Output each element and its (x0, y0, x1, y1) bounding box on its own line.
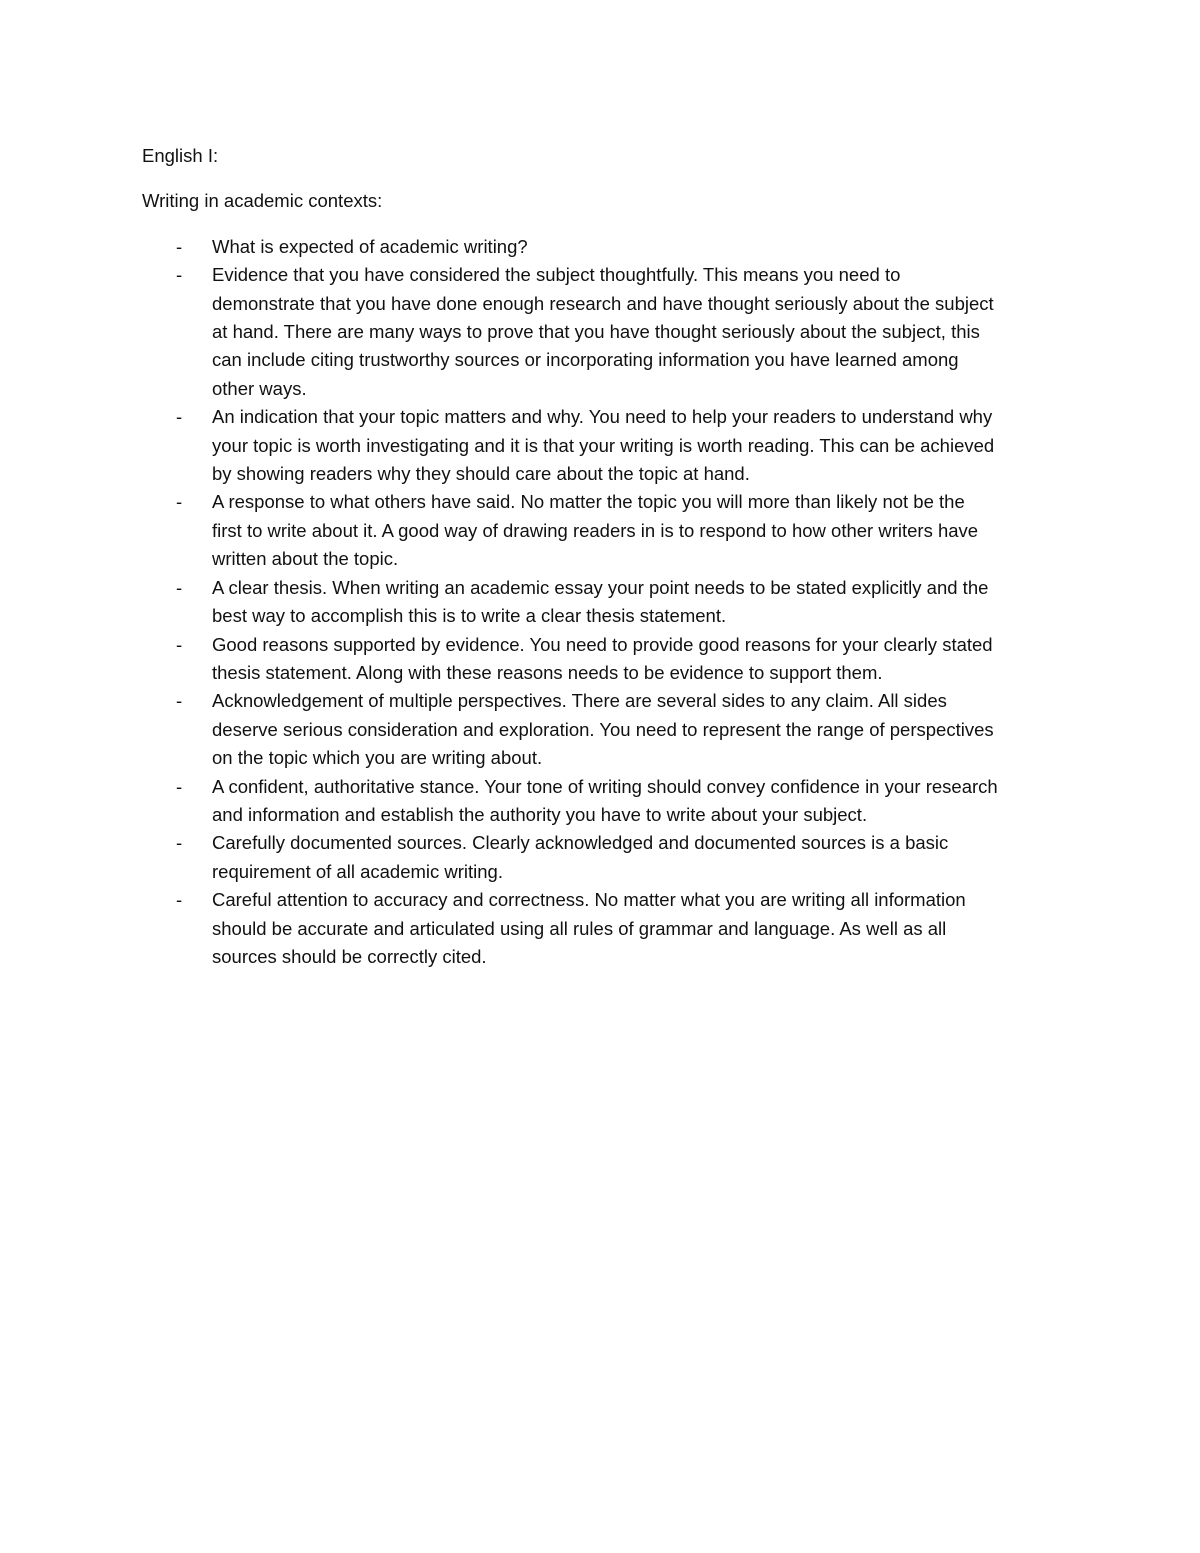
text-line: can include citing trustworthy sources or incorporating information you have learned among (212, 349, 959, 371)
text-line: Carefully documented sources. Clearly acknowledged and documented sources is a basic (212, 832, 949, 854)
list-item-text (212, 233, 1062, 261)
document-body (142, 142, 1062, 971)
bullet-dash: - (176, 690, 183, 712)
list-item-text (212, 773, 1062, 830)
text-line: and information and establish the authority you have to write about your subject. (212, 803, 868, 825)
list-item-text (212, 488, 1062, 573)
list-item (142, 403, 1062, 488)
text-line: requirement of all academic writing. (212, 860, 503, 882)
text-line: first to write about it. A good way of drawing readers in is to respond to how other writers have (212, 519, 979, 541)
list-item-text (212, 631, 1062, 688)
list-item (142, 631, 1062, 688)
section-title: Writing in academic contexts: (142, 190, 383, 212)
bullet-dash: - (176, 406, 183, 428)
list-item (142, 488, 1062, 573)
bullet-dash: - (176, 264, 183, 286)
list-item-text (212, 574, 1062, 631)
text-line: on the topic which you are writing about. (212, 747, 543, 769)
list-item (142, 233, 1062, 261)
text-line: Careful attention to accuracy and correctness. No matter what you are writing all information (212, 889, 966, 911)
text-line: A clear thesis. When writing an academic essay your point needs to be stated explicitly and the (212, 576, 989, 598)
text-line: thesis statement. Along with these reasons needs to be evidence to support them. (212, 661, 883, 683)
bullet-dash: - (176, 576, 183, 598)
bullet-dash: - (176, 491, 183, 513)
text-line: A confident, authoritative stance. Your tone of writing should convey confidence in your research (212, 775, 998, 797)
list-item (142, 773, 1062, 830)
text-line: Evidence that you have considered the subject thoughtfully. This means you need to (212, 264, 901, 286)
list-item-text (212, 886, 1062, 971)
bullet-dash: - (176, 832, 183, 854)
text-line: An indication that your topic matters and why. You need to help your readers to understand why (212, 406, 993, 428)
text-line: A response to what others have said. No matter the topic you will more than likely not be the (212, 491, 965, 513)
list-item-text (212, 261, 1062, 403)
bullet-list (142, 233, 1062, 972)
list-item (142, 261, 1062, 403)
bullet-dash: - (176, 775, 183, 797)
bullet-dash: - (176, 633, 183, 655)
text-line: Good reasons supported by evidence. You need to provide good reasons for your clearly stated (212, 633, 993, 655)
list-item-text (212, 687, 1062, 772)
text-line: by showing readers why they should care about the topic at hand. (212, 463, 750, 485)
list-item (142, 687, 1062, 772)
list-item (142, 574, 1062, 631)
text-line: written about the topic. (212, 548, 399, 570)
course-title: English I: (142, 145, 219, 166)
bullet-dash: - (176, 235, 183, 257)
list-item (142, 829, 1062, 886)
text-line: deserve serious consideration and exploration. You need to represent the range of perspectives (212, 718, 994, 740)
bullet-dash: - (176, 889, 183, 911)
list-item (142, 886, 1062, 971)
text-line: What is expected of academic writing? (212, 235, 528, 257)
text-line: sources should be correctly cited. (212, 945, 487, 967)
text-line: other ways. (212, 377, 307, 399)
text-line: your topic is worth investigating and it is that your writing is worth reading. This can be achieved (212, 434, 995, 456)
list-item-text (212, 403, 1062, 488)
text-line: at hand. There are many ways to prove that you have thought seriously about the subject, this (212, 321, 980, 343)
text-line: best way to accomplish this is to write a clear thesis statement. (212, 605, 727, 627)
text-line: demonstrate that you have done enough research and have thought seriously about the subject (212, 292, 994, 314)
list-item-text (212, 829, 1062, 886)
text-line: should be accurate and articulated using all rules of grammar and language. As well as all (212, 917, 947, 939)
text-line: Acknowledgement of multiple perspectives. There are several sides to any claim. All sides (212, 690, 947, 712)
